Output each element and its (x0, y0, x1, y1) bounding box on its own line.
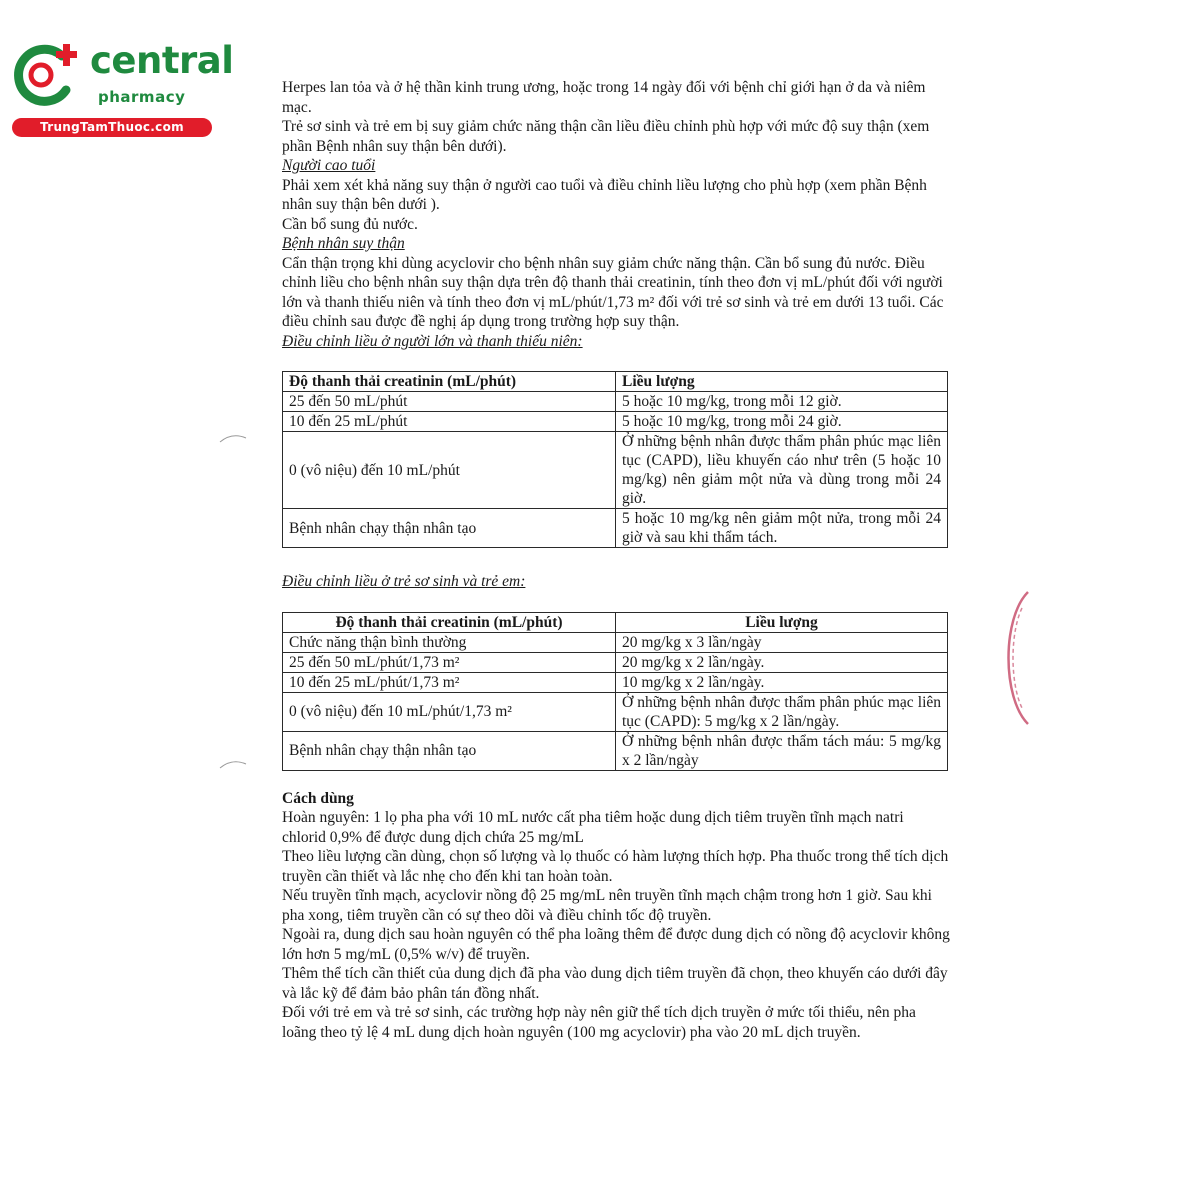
intro-paragraph: Herpes lan tỏa và ở hệ thần kinh trung ương, hoặc trong 14 ngày đối với bệnh chỉ giới hạn ở da và niêm mạc. (282, 79, 926, 116)
table-row (283, 412, 948, 432)
table-cell: Chức năng thận bình thường (283, 632, 616, 652)
column-header: Liều lượng (616, 372, 948, 392)
table-cell: 0 (vô niệu) đến 10 mL/phút (283, 432, 616, 509)
table-row (283, 672, 948, 692)
adult-dose-table (282, 371, 948, 548)
table-cell: 20 mg/kg x 3 lần/ngày (616, 632, 948, 652)
logo-website: TrungTamThuoc.com (12, 118, 212, 137)
table-row (283, 692, 948, 731)
child-dose-table (282, 612, 948, 771)
table-row (283, 731, 948, 770)
usage-paragraph: Đối với trẻ em và trẻ sơ sinh, các trường hợp này nên giữ thể tích dịch truyền ở mức tối thiểu, nên pha loãng theo tỷ lệ 4 mL dung dịch hoàn nguyên (100 mg acyclovir) pha vào 20 mL dịch truyền. (282, 1004, 916, 1041)
logo-brand-name: central (90, 39, 234, 82)
table-cell: 0 (vô niệu) đến 10 mL/phút/1,73 m² (283, 692, 616, 731)
stamp-fragment-icon (996, 588, 1036, 728)
table-cell: 20 mg/kg x 2 lần/ngày. (616, 652, 948, 672)
table-cell: 5 hoặc 10 mg/kg, trong mỗi 12 giờ. (616, 392, 948, 412)
table-header-row (283, 372, 948, 392)
child-dose-heading: Điều chỉnh liều ở trẻ sơ sinh và trẻ em: (282, 573, 526, 590)
column-header: Độ thanh thải creatinin (mL/phút) (283, 612, 616, 632)
usage-paragraph: Theo liều lượng cần dùng, chọn số lượng và lọ thuốc có hàm lượng thích hợp. Pha thuốc trong thể tích dịch truyền cần thiết và lắc nhẹ cho đến khi tan hoàn toàn. (282, 848, 949, 885)
table-cell: Ở những bệnh nhân được thẩm phân phúc mạc liên tục (CAPD): 5 mg/kg x 2 lần/ngày. (616, 692, 948, 731)
intro-paragraph: Trẻ sơ sinh và trẻ em bị suy giảm chức năng thận cần liều điều chỉnh phù hợp với mức độ suy thận (xem phần Bệnh nhân suy thận bên dưới). (282, 118, 930, 155)
table-cell: Bệnh nhân chạy thận nhân tạo (283, 509, 616, 548)
logo-subtitle: pharmacy (98, 88, 186, 106)
table-cell: Bệnh nhân chạy thận nhân tạo (283, 731, 616, 770)
table-cell: 25 đến 50 mL/phút (283, 392, 616, 412)
table-cell: 25 đến 50 mL/phút/1,73 m² (283, 652, 616, 672)
elderly-heading: Người cao tuổi (282, 157, 376, 174)
table-row (283, 392, 948, 412)
table-cell: 5 hoặc 10 mg/kg, trong mỗi 24 giờ. (616, 412, 948, 432)
scan-mark-icon (218, 758, 248, 770)
usage-paragraph: Nếu truyền tĩnh mạch, acyclovir nồng độ 25 mg/mL nên truyền tĩnh mạch chậm trong hơn 1 giờ. Sau khi pha xong, tiêm truyền cần có sự theo dõi và điều chỉnh tốc độ truyền. (282, 887, 932, 924)
column-header: Liều lượng (616, 612, 948, 632)
table-row (283, 652, 948, 672)
central-pharmacy-logo (10, 38, 234, 138)
column-header: Độ thanh thải creatinin (mL/phút) (283, 372, 616, 392)
table-row (283, 632, 948, 652)
usage-paragraph: Ngoài ra, dung dịch sau hoàn nguyên có thể pha loãng thêm để được dung dịch có nồng độ acyclovir không lớn hơn 5 mg/mL (0,5% w/v) để truyền. (282, 926, 950, 963)
usage-paragraph: Hoàn nguyên: 1 lọ pha pha với 10 mL nước cất pha tiêm hoặc dung dịch tiêm truyền tĩnh mạch natri chlorid 0,9% để được dung dịch chứa 25 mg/mL (282, 809, 904, 846)
table-cell: 10 đến 25 mL/phút/1,73 m² (283, 672, 616, 692)
table-cell: 10 đến 25 mL/phút (283, 412, 616, 432)
usage-paragraph: Thêm thể tích cần thiết của dung dịch đã pha vào dung dịch tiêm truyền đã chọn, theo khuyến cáo dưới đây và lắc kỹ để đảm bảo phân tán đồng nhất. (282, 965, 948, 1002)
table-row (283, 509, 948, 548)
renal-text: Cẩn thận trọng khi dùng acyclovir cho bệnh nhân suy giảm chức năng thận. Cần bổ sung đủ nước. Điều chỉnh liều cho bệnh nhân suy thận dựa trên độ thanh thải creatinin, tính theo đơn vị mL/phút đối với người lớn và thanh thiếu niên và tính theo đơn vị mL/phút/1,73 m² đối với trẻ sơ sinh và trẻ em dưới 13 tuổi. Các điều chỉnh sau được đề nghị áp dụng trong trường hợp suy thận. (282, 254, 944, 330)
table-cell: Ở những bệnh nhân được thẩm phân phúc mạc liên tục (CAPD), liều khuyến cáo như trên (5 hoặc 10 mg/kg) nên giảm một nửa và dùng trong mỗi 24 giờ. (616, 432, 948, 509)
table-cell: Ở những bệnh nhân được thẩm tách máu: 5 mg/kg x 2 lần/ngày (616, 731, 948, 770)
usage-heading: Cách dùng (282, 789, 354, 807)
table-row (283, 432, 948, 509)
table-header-row (283, 612, 948, 632)
table-cell: 5 hoặc 10 mg/kg nên giảm một nửa, trong mỗi 24 giờ và sau khi thẩm tách. (616, 509, 948, 548)
pharmacy-logo-icon (10, 38, 84, 112)
renal-heading: Bệnh nhân suy thận (282, 235, 405, 252)
elderly-text: Phải xem xét khả năng suy thận ở người cao tuổi và điều chỉnh liều lượng cho phù hợp (xem phần Bệnh nhân suy thận bên dưới ). (282, 176, 927, 213)
scan-mark-icon (218, 432, 248, 444)
elderly-hydration-text: Cần bổ sung đủ nước. (282, 215, 418, 233)
document-body (282, 78, 950, 1042)
table-cell: 10 mg/kg x 2 lần/ngày. (616, 672, 948, 692)
adult-dose-heading: Điều chỉnh liều ở người lớn và thanh thiếu niên: (282, 332, 583, 350)
